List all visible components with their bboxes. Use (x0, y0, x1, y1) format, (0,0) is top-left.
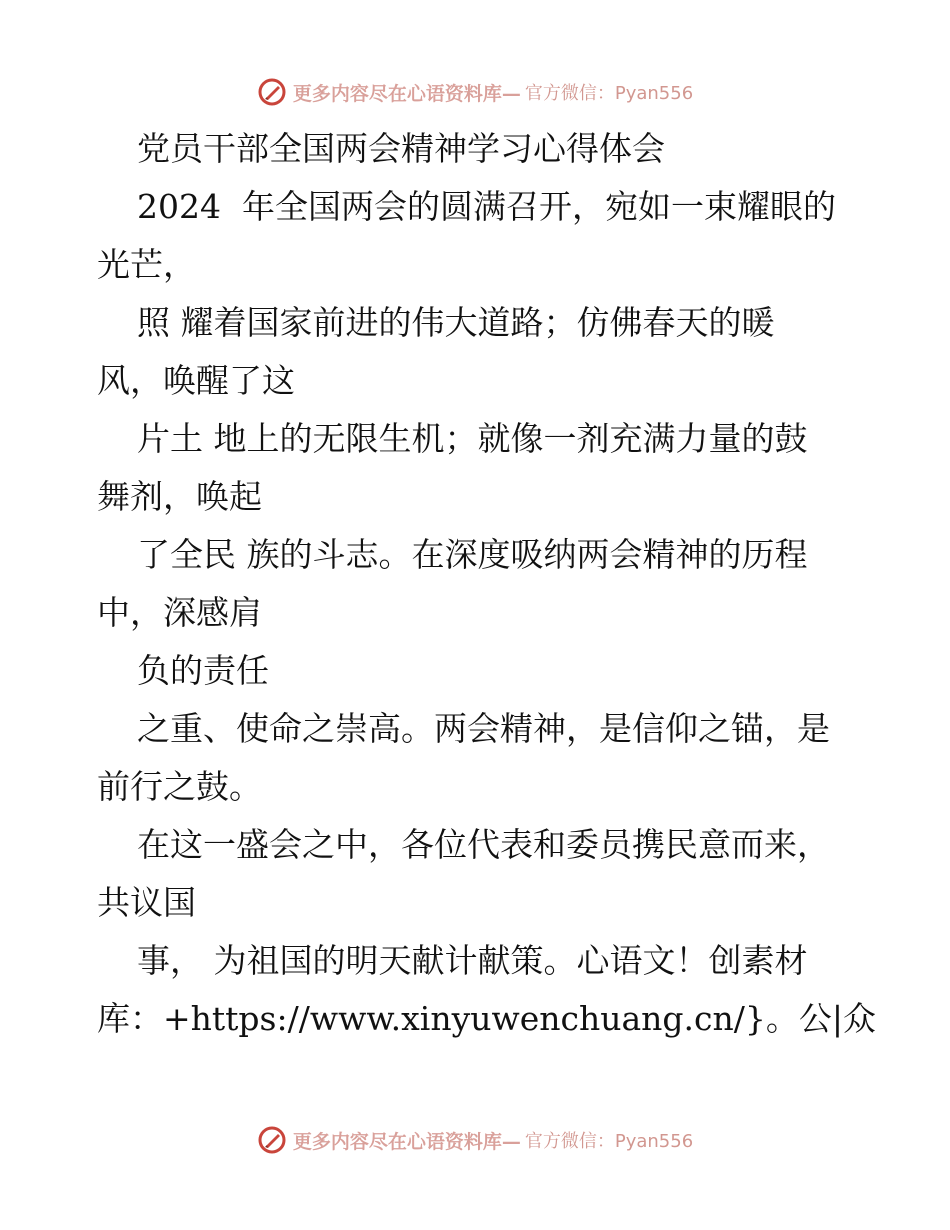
document-body (97, 120, 876, 1048)
text-line: 2024 年全国两会的圆满召开，宛如一束耀眼的 (137, 187, 836, 226)
text-line: 中，深感肩 (97, 593, 262, 632)
footer-site-title: 更多内容尽在心语资料库— (292, 1130, 521, 1153)
text-line: 舞剂，唤起 (97, 477, 262, 516)
text-line: 片土 地上的无限生机；就像一剂充满力量的鼓 (137, 419, 808, 458)
text-line: 风，唤醒了这 (97, 361, 295, 400)
header-wechat-contact: 官方微信：Pyan556 (524, 83, 694, 104)
text-line: 在这一盛会之中，各位代表和委员携民意而来， (137, 825, 830, 864)
text-line: 事， 为祖国的明天献计献策。心语文！创素材 (137, 941, 808, 980)
header-site-title: 更多内容尽在心语资料库— (292, 82, 521, 105)
page-footer-banner (0, 1120, 950, 1160)
text-line: 共议国 (97, 883, 196, 922)
text-line: 光芒， (97, 245, 196, 284)
footer-wechat-contact: 官方微信：Pyan556 (524, 1131, 694, 1152)
document-title: 党员干部全国两会精神学习心得体会 (137, 129, 665, 168)
pen-circle-logo-icon (257, 77, 287, 107)
pen-circle-logo-icon (257, 1125, 287, 1155)
text-line: 负的责任 (137, 651, 269, 690)
text-line: 库：+https://www.xinyuwenchuang.cn/}。公|众 (97, 999, 876, 1038)
text-line: 照 耀着国家前进的伟大道路；仿佛春天的暖 (137, 303, 775, 342)
text-line: 了全民 族的斗志。在深度吸纳两会精神的历程 (137, 535, 808, 574)
page-header-banner (0, 72, 950, 112)
text-line: 前行之鼓。 (97, 767, 262, 806)
text-line: 之重、使命之崇高。两会精神，是信仰之锚，是 (137, 709, 830, 748)
